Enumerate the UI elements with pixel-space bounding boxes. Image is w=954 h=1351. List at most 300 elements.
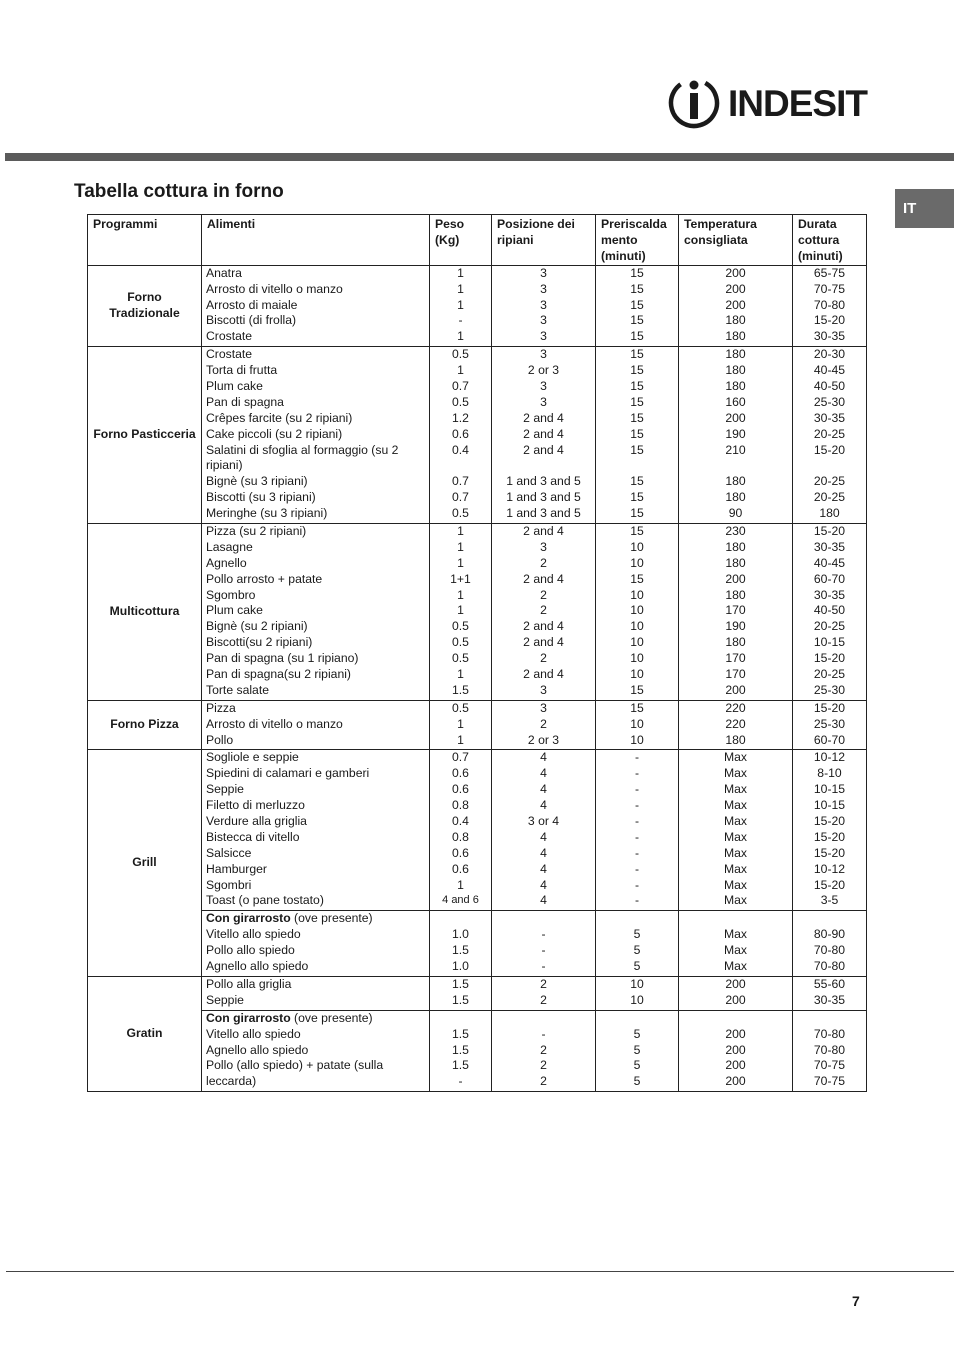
- col-header-peso: Peso (Kg): [430, 215, 492, 266]
- position-value: 2 and 4: [523, 410, 564, 425]
- weight-value: 0.6: [452, 426, 469, 441]
- page-title: Tabella cottura in forno: [74, 181, 284, 202]
- temp-cell: [679, 750, 793, 911]
- blank-line: [600, 458, 674, 474]
- weight-value: 1.5: [452, 1042, 469, 1057]
- position-value: 2: [540, 992, 547, 1007]
- position-value: 3: [540, 347, 547, 362]
- weight-cell: [430, 976, 492, 1010]
- temp-value: 200: [725, 571, 746, 586]
- temp-value: Max: [723, 766, 748, 781]
- preheat-value: 10: [630, 992, 644, 1007]
- temp-value: 170: [725, 603, 746, 618]
- weight-cell: [430, 347, 492, 524]
- temp-cell: [679, 347, 793, 524]
- food-item: Sogliole e seppie: [206, 750, 299, 765]
- weight-value: 1: [457, 555, 464, 570]
- temp-value: Max: [723, 814, 748, 829]
- food-item: Verdure alla griglia: [206, 814, 307, 829]
- position-value: 4: [540, 845, 547, 860]
- weight-value: 0.6: [452, 766, 469, 781]
- position-cell: [492, 911, 596, 977]
- time-value: 70-80: [813, 1026, 846, 1041]
- col-header-alimenti: Alimenti: [202, 215, 430, 266]
- position-value: 3: [540, 539, 547, 554]
- time-value: 30-35: [813, 587, 846, 602]
- time-value: 25-30: [813, 682, 846, 697]
- time-value: 70-75: [813, 281, 846, 296]
- preheat-value: 10: [630, 619, 644, 634]
- svg-text:INDESIT: INDESIT: [728, 83, 867, 124]
- time-value: 15-20: [813, 442, 846, 457]
- program-cell: Grill: [88, 750, 202, 976]
- position-value: 3: [540, 313, 547, 328]
- preheat-cell: [596, 976, 679, 1010]
- section-heading-note: (ove presente): [290, 1010, 373, 1025]
- time-value: 80-90: [813, 927, 846, 942]
- food-item: Agnello: [206, 555, 247, 570]
- weight-cell: [430, 524, 492, 701]
- position-value: 4: [540, 893, 547, 908]
- food-cell: [202, 976, 430, 1010]
- preheat-value: 15: [630, 394, 644, 409]
- position-value: -: [541, 943, 546, 958]
- position-value: 1 and 3 and 5: [506, 474, 581, 489]
- weight-value: 1: [457, 329, 464, 344]
- preheat-value: -: [634, 861, 640, 876]
- col-header-durata: Durata cottura (minuti): [793, 215, 867, 266]
- position-value: 2 and 4: [523, 426, 564, 441]
- weight-value: 1: [457, 716, 464, 731]
- temp-value: 210: [725, 442, 746, 457]
- table-row: [88, 524, 867, 701]
- food-cell: [202, 524, 430, 701]
- program-cell: Forno Pasticceria: [88, 347, 202, 524]
- preheat-value: 5: [633, 1058, 641, 1073]
- temp-value: Max: [723, 877, 748, 892]
- time-value: 25-30: [813, 716, 846, 731]
- table-row: [88, 347, 867, 524]
- preheat-value: 5: [633, 1042, 641, 1057]
- food-item: Pollo (allo spiedo) + patate (sulla leccarda): [206, 1058, 384, 1089]
- time-value: 70-80: [813, 943, 846, 958]
- preheat-cell: [596, 524, 679, 701]
- food-item: Plum cake: [206, 378, 263, 393]
- time-value: 15-20: [813, 313, 846, 328]
- time-cell: [793, 911, 867, 977]
- time-value: 15-20: [813, 524, 846, 538]
- food-item: Pan di spagna: [206, 394, 284, 409]
- position-value: -: [541, 959, 546, 974]
- preheat-value: 15: [630, 297, 644, 312]
- time-value: 40-50: [813, 378, 846, 393]
- position-value: 2: [540, 651, 547, 666]
- footer-rule: [6, 1271, 954, 1272]
- temp-value: 160: [725, 394, 746, 409]
- weight-value: -: [458, 313, 463, 328]
- food-item: Pollo allo spiedo: [206, 943, 295, 958]
- weight-value: 0.7: [452, 474, 469, 489]
- page-number: 7: [852, 1293, 860, 1309]
- time-value: 70-75: [813, 1074, 846, 1089]
- section-heading-bold: Con girarrosto: [206, 1010, 291, 1025]
- preheat-value: 15: [630, 524, 644, 538]
- weight-value: 1: [457, 539, 464, 554]
- weight-value: 4 and 6: [442, 894, 479, 907]
- blank-line: [600, 911, 674, 927]
- preheat-value: 15: [630, 700, 644, 715]
- table-row: [88, 1010, 867, 1091]
- weight-value: 1: [457, 587, 464, 602]
- blank-line: [434, 1011, 487, 1027]
- position-cell: [492, 976, 596, 1010]
- temp-value: 200: [725, 1058, 746, 1073]
- temp-value: 170: [725, 651, 746, 666]
- food-item: Pollo arrosto + patate: [206, 571, 323, 586]
- food-item: Meringhe (su 3 ripiani): [206, 506, 328, 521]
- preheat-value: 15: [630, 682, 644, 697]
- time-value: 70-80: [813, 959, 846, 974]
- temp-value: 200: [725, 297, 746, 312]
- food-item: Agnello allo spiedo: [206, 959, 309, 974]
- preheat-value: 15: [630, 571, 644, 586]
- table-row: [88, 911, 867, 977]
- food-item: Spiedini di calamari e gamberi: [206, 766, 370, 781]
- time-value: 20-25: [813, 667, 846, 682]
- preheat-cell: [596, 700, 679, 750]
- preheat-value: -: [634, 798, 640, 813]
- position-value: 4: [540, 750, 547, 765]
- weight-value: 1: [457, 281, 464, 296]
- section-heading-note: (ove presente): [290, 911, 373, 926]
- food-cell: [202, 265, 430, 346]
- food-item: Seppie: [206, 782, 244, 797]
- blank-line: [683, 911, 788, 927]
- preheat-value: 10: [630, 976, 644, 991]
- time-value: 3-5: [820, 893, 839, 908]
- position-value: 2: [540, 1058, 547, 1073]
- food-item: Crêpes farcite (su 2 ripiani): [206, 410, 353, 425]
- position-value: 2 and 4: [523, 571, 564, 586]
- weight-cell: [430, 265, 492, 346]
- weight-cell: [430, 700, 492, 750]
- time-value: 15-20: [813, 877, 846, 892]
- food-item: Agnello allo spiedo: [206, 1042, 309, 1057]
- weight-value: 0.7: [452, 378, 469, 393]
- weight-cell: [430, 750, 492, 911]
- position-value: 3: [540, 394, 547, 409]
- food-item: Torte salate: [206, 682, 270, 697]
- position-value: 2: [540, 1074, 547, 1089]
- col-header-programmi: Programmi: [88, 215, 202, 266]
- weight-value: 0.7: [452, 490, 469, 505]
- temp-value: Max: [723, 927, 748, 942]
- temp-cell: [679, 911, 793, 977]
- blank-line: [600, 1011, 674, 1027]
- food-item: Crostate: [206, 329, 253, 344]
- preheat-cell: [596, 750, 679, 911]
- temp-value: 200: [725, 265, 746, 280]
- temp-value: 190: [725, 619, 746, 634]
- position-value: 2: [540, 603, 547, 618]
- weight-value: 0.7: [452, 750, 469, 765]
- position-value: 2 or 3: [527, 732, 560, 747]
- preheat-value: 15: [630, 410, 644, 425]
- food-item: Seppie: [206, 992, 244, 1007]
- position-value: -: [541, 1026, 546, 1041]
- temp-value: 190: [725, 426, 746, 441]
- food-item: Bignè (su 3 ripiani): [206, 474, 308, 489]
- preheat-value: 5: [633, 1074, 641, 1089]
- temp-value: 200: [725, 281, 746, 296]
- food-item: Cake piccoli (su 2 ripiani): [206, 426, 343, 441]
- position-value: 3: [540, 682, 547, 697]
- temp-cell: [679, 976, 793, 1010]
- time-value: 20-30: [813, 347, 846, 362]
- temp-value: Max: [723, 861, 748, 876]
- weight-cell: [430, 1010, 492, 1091]
- food-item: Anatra: [206, 265, 242, 280]
- temp-value: 200: [725, 682, 746, 697]
- position-cell: [492, 750, 596, 911]
- position-cell: [492, 347, 596, 524]
- temp-value: 200: [725, 1026, 746, 1041]
- preheat-value: -: [634, 782, 640, 797]
- position-value: 3: [540, 329, 547, 344]
- time-value: 30-35: [813, 992, 846, 1007]
- weight-value: 0.4: [452, 442, 469, 457]
- weight-value: 1.5: [452, 1026, 469, 1041]
- position-value: 3: [540, 297, 547, 312]
- food-item: Sgombri: [206, 877, 252, 892]
- time-value: 20-25: [813, 426, 846, 441]
- food-item: Pollo alla griglia: [206, 976, 292, 991]
- food-cell: [202, 700, 430, 750]
- temp-cell: [679, 700, 793, 750]
- table-row: [88, 976, 867, 1010]
- weight-value: 1: [457, 524, 464, 538]
- time-value: 15-20: [813, 829, 846, 844]
- time-cell: [793, 524, 867, 701]
- temp-value: Max: [723, 782, 748, 797]
- time-value: 30-35: [813, 410, 846, 425]
- position-cell: [492, 700, 596, 750]
- temp-value: 180: [725, 363, 746, 378]
- section-heading: [206, 911, 425, 927]
- temp-value: Max: [723, 750, 748, 765]
- preheat-value: 10: [630, 732, 644, 747]
- temp-value: 200: [725, 1074, 746, 1089]
- time-value: 10-15: [813, 782, 846, 797]
- preheat-value: 10: [630, 603, 644, 618]
- time-cell: [793, 1010, 867, 1091]
- time-value: 60-70: [813, 732, 846, 747]
- time-cell: [793, 750, 867, 911]
- blank-line: [434, 911, 487, 927]
- section-heading: [206, 1011, 425, 1027]
- food-item: Sgombro: [206, 587, 256, 602]
- temp-value: 180: [725, 539, 746, 554]
- time-value: 8-10: [817, 766, 842, 781]
- position-cell: [492, 524, 596, 701]
- time-cell: [793, 265, 867, 346]
- preheat-value: -: [634, 829, 640, 844]
- preheat-value: 15: [630, 474, 644, 489]
- weight-value: 1: [457, 667, 464, 682]
- time-value: 30-35: [813, 539, 846, 554]
- weight-value: 0.5: [452, 700, 469, 715]
- weight-value: 0.6: [452, 845, 469, 860]
- temp-value: 200: [725, 1042, 746, 1057]
- weight-value: 1.5: [452, 1058, 469, 1073]
- food-item: Toast (o pane tostato): [206, 893, 324, 908]
- temp-cell: [679, 1010, 793, 1091]
- time-cell: [793, 976, 867, 1010]
- time-value: 40-45: [813, 363, 846, 378]
- preheat-value: 10: [630, 635, 644, 650]
- time-value: 10-12: [813, 861, 846, 876]
- preheat-value: 15: [630, 490, 644, 505]
- blank-line: [496, 458, 591, 474]
- blank-line: [496, 1011, 591, 1027]
- time-value: 20-25: [813, 619, 846, 634]
- table-row: [88, 700, 867, 750]
- food-item: Lasagne: [206, 539, 253, 554]
- preheat-value: -: [634, 845, 640, 860]
- time-value: 60-70: [813, 571, 846, 586]
- blank-line: [434, 458, 487, 474]
- preheat-value: 15: [630, 347, 644, 362]
- position-value: 1 and 3 and 5: [506, 506, 581, 521]
- weight-value: 0.8: [452, 829, 469, 844]
- blank-line: [683, 1011, 788, 1027]
- food-item: Pollo: [206, 732, 234, 747]
- time-value: 20-25: [813, 490, 846, 505]
- food-item: Filetto di merluzzo: [206, 798, 305, 813]
- time-value: 40-45: [813, 555, 846, 570]
- position-value: 4: [540, 877, 547, 892]
- cooking-table: [87, 214, 867, 1092]
- col-header-preriscaldamento: Preriscalda mento (minuti): [596, 215, 679, 266]
- position-value: 4: [540, 798, 547, 813]
- preheat-value: 10: [630, 651, 644, 666]
- food-item: Pizza (su 2 ripiani): [206, 524, 307, 538]
- preheat-value: 15: [630, 281, 644, 296]
- temp-value: 180: [725, 555, 746, 570]
- time-value: 10-15: [813, 635, 846, 650]
- preheat-value: -: [634, 893, 640, 908]
- language-tab: IT: [895, 189, 954, 228]
- time-value: 70-80: [813, 297, 846, 312]
- food-item: Bignè (su 2 ripiani): [206, 619, 308, 634]
- blank-line: [797, 458, 862, 474]
- indesit-logo: [668, 76, 868, 130]
- time-value: 15-20: [813, 845, 846, 860]
- preheat-value: 15: [630, 506, 644, 521]
- position-value: 2: [540, 555, 547, 570]
- position-value: 3 or 4: [527, 814, 560, 829]
- weight-value: 1: [457, 732, 464, 747]
- position-value: 2: [540, 587, 547, 602]
- time-value: 65-75: [813, 265, 846, 280]
- temp-value: 230: [725, 524, 746, 538]
- weight-value: 1.5: [452, 992, 469, 1007]
- temp-value: Max: [723, 943, 748, 958]
- preheat-value: 10: [630, 587, 644, 602]
- food-item: Pan di spagna (su 1 ripiano): [206, 651, 359, 666]
- time-value: 15-20: [813, 700, 846, 715]
- food-item: Biscotti (di frolla): [206, 313, 297, 328]
- preheat-value: 5: [633, 959, 641, 974]
- time-value: 55-60: [813, 976, 846, 991]
- preheat-value: -: [634, 814, 640, 829]
- food-item: Bistecca di vitello: [206, 829, 300, 844]
- temp-value: Max: [723, 829, 748, 844]
- food-item: Salsicce: [206, 845, 252, 860]
- time-cell: [793, 700, 867, 750]
- weight-value: 1.0: [452, 959, 469, 974]
- food-item: Pan di spagna(su 2 ripiani): [206, 667, 351, 682]
- position-value: -: [541, 927, 546, 942]
- col-header-posizione: Posizione dei ripiani: [492, 215, 596, 266]
- temp-value: Max: [723, 893, 748, 908]
- weight-value: 1: [457, 297, 464, 312]
- food-item: Crostate: [206, 347, 253, 362]
- position-value: 2: [540, 1042, 547, 1057]
- food-cell: [202, 347, 430, 524]
- table-row: [88, 265, 867, 346]
- position-value: 2: [540, 716, 547, 731]
- section-heading-bold: Con girarrosto: [206, 911, 291, 926]
- temp-value: 200: [725, 410, 746, 425]
- program-cell: Multicottura: [88, 524, 202, 701]
- temp-value: Max: [723, 959, 748, 974]
- time-value: 10-12: [813, 750, 846, 765]
- time-value: 30-35: [813, 329, 846, 344]
- time-value: 70-75: [813, 1058, 846, 1073]
- food-cell: [202, 1010, 430, 1091]
- temp-value: 200: [725, 992, 746, 1007]
- position-value: 3: [540, 700, 547, 715]
- temp-value: 180: [725, 635, 746, 650]
- preheat-value: 15: [630, 442, 644, 457]
- time-value: 10-15: [813, 798, 846, 813]
- preheat-cell: [596, 911, 679, 977]
- preheat-value: 15: [630, 378, 644, 393]
- temp-value: Max: [723, 845, 748, 860]
- program-cell: Forno Tradizionale: [88, 265, 202, 346]
- weight-value: 0.5: [452, 635, 469, 650]
- food-item: Arrosto di vitello o manzo: [206, 281, 343, 296]
- time-value: 20-25: [813, 474, 846, 489]
- food-item: Vitello allo spiedo: [206, 1026, 301, 1041]
- time-value: 70-80: [813, 1042, 846, 1057]
- preheat-value: 10: [630, 667, 644, 682]
- position-value: 2 or 3: [527, 363, 560, 378]
- preheat-value: 15: [630, 329, 644, 344]
- food-item: Biscotti (su 3 ripiani): [206, 490, 316, 505]
- temp-value: 90: [728, 506, 743, 521]
- preheat-cell: [596, 347, 679, 524]
- food-item: Arrosto di maiale: [206, 297, 298, 312]
- program-cell: Forno Pizza: [88, 700, 202, 750]
- preheat-value: -: [634, 766, 640, 781]
- time-value: 15-20: [813, 814, 846, 829]
- header-rule: [5, 153, 954, 161]
- weight-value: 1.0: [452, 927, 469, 942]
- time-value: 15-20: [813, 651, 846, 666]
- position-value: 2 and 4: [523, 667, 564, 682]
